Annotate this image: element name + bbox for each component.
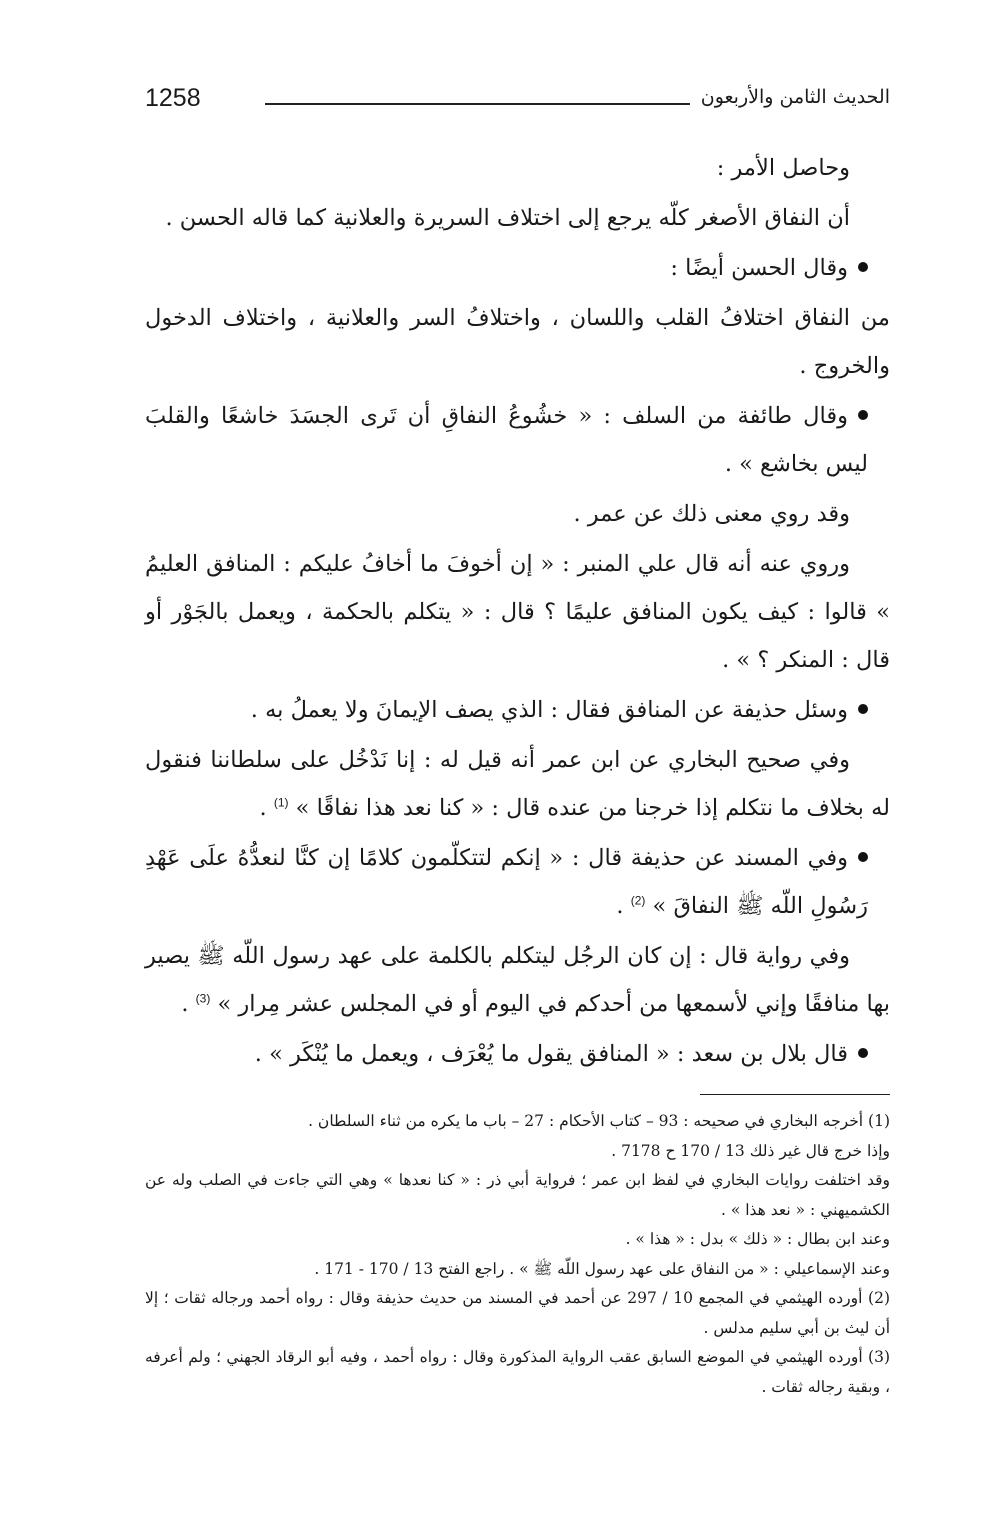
footnote-line: وعند ابن بطال : « ذلك » بدل : « هذا » .: [625, 1230, 890, 1248]
bullet-paragraph: [145, 244, 890, 292]
paragraph-tail: .: [181, 991, 196, 1017]
paragraph-text: قال بلال بن سعد : « المنافق يقول ما يُعْرَف ، ويعمل ما يُنْكَر » .: [254, 1041, 848, 1067]
paragraph-text: وفي صحيح البخاري عن ابن عمر أنه قيل له : إنا نَدْخُل على سلطاننا فنقول له بخلاف ما نتكلم إذا خرجنا من عنده قال : « كنا نعد هذا نفاقًا »: [145, 747, 890, 821]
bullet-icon: [858, 704, 868, 714]
page-header: [145, 80, 890, 126]
paragraph-text: من النفاق اختلافُ القلب واللسان ، واختلافُ السر والعلانية ، واختلاف الدخول والخروج .: [145, 305, 890, 379]
paragraph-text: وقد روي معنى ذلك عن عمر .: [573, 501, 850, 527]
paragraph-text: وفي المسند عن حذيفة قال : « إنكم لتتكلّمون كلامًا إن كنَّا لنعدُّهُ علَى عَهْدِ رَسُولِ اللّه ﷺ النفاقَ »: [145, 845, 868, 919]
main-text: [145, 144, 890, 1078]
bullet-paragraph: [145, 834, 890, 930]
footnote-separator: [700, 1094, 890, 1095]
paragraph-text: وقال الحسن أيضًا :: [670, 255, 848, 281]
footnote-line: (1) أخرجه البخاري في صحيحه : 93 – كتاب الأحكام : 27 – باب ما يكره من ثناء السلطان .: [308, 1112, 890, 1130]
footnote-reference: (2): [630, 893, 646, 908]
paragraph: [145, 736, 890, 832]
bullet-paragraph: [145, 1030, 890, 1078]
paragraph-tail: .: [259, 795, 274, 821]
paragraph-text: وروي عنه أنه قال علي المنبر : « إن أخوفَ ما أخافُ عليكم : المنافق العليمُ » قالوا : كيف يكون المنافق عليمًا ؟ قال : « يتكلم بالحكمة ، ويعمل بالجَوْر أو قال : المنكر ؟ » .: [145, 551, 890, 673]
bullet-icon: [858, 1048, 868, 1058]
paragraph: [145, 144, 890, 192]
footnote-reference: (1): [273, 795, 289, 810]
paragraph-text: وحاصل الأمر :: [716, 155, 850, 181]
bullet-icon: [858, 262, 868, 272]
paragraph-text: وسئل حذيفة عن المنافق فقال : الذي يصف الإيمانَ ولا يعملُ به .: [250, 697, 848, 723]
paragraph: [145, 540, 890, 684]
header-rule: [265, 103, 690, 105]
footnote-line: (2) أورده الهيثمي في المجمع 10 / 297 عن أحمد في المسند من حديث حذيفة وقال : رواه أحمد ورجاله ثقات ؛ إلا أن ليث بن أبي سليم مدلس .: [145, 1289, 891, 1337]
running-title: الحديث الثامن والأربعون: [700, 86, 890, 108]
footnote-line: (3) أورده الهيثمي في الموضع السابق عقب الرواية المذكورة وقال : رواه أحمد ، وفيه أبو الرقاد الجهني ؛ ولم أعرفه ، وبقية رجاله ثقات .: [145, 1348, 890, 1396]
bullet-paragraph: [145, 686, 890, 734]
paragraph: [145, 490, 890, 538]
book-page: [145, 80, 890, 1402]
bullet-icon: [858, 852, 868, 862]
bullet-paragraph: [145, 392, 890, 488]
footnote-reference: (3): [195, 991, 211, 1006]
footnote-line: وعند الإسماعيلي : « من النفاق على عهد رسول اللّه ﷺ » . راجع الفتح 13 / 170 - 171 .: [314, 1259, 890, 1278]
paragraph-text: وفي رواية قال : إن كان الرجُل ليتكلم بالكلمة على عهد رسول اللّه ﷺ يصير بها منافقًا وإني لأسمعها من أحدكم في اليوم أو في المجلس عشر مِرار »: [145, 943, 890, 1017]
footnote-line: وقد اختلفت روايات البخاري في لفظ ابن عمر ؛ فرواية أبي ذر : « كنا نعدها » وهي التي جاءت في الصلب وله عن الكشميهني : « نعد هذا » .: [145, 1171, 890, 1219]
page-number: 1258: [145, 84, 201, 112]
paragraph-tail: .: [616, 893, 631, 919]
paragraph: [145, 194, 890, 242]
paragraph: [145, 932, 890, 1028]
footnotes: [145, 1107, 890, 1402]
paragraph-text: وقال طائفة من السلف : « خشُوعُ النفاقِ أن تَرى الجسَدَ خاشعًا والقلبَ ليس بخاشع » .: [145, 403, 868, 477]
footnote-line: وإذا خرج قال غير ذلك 13 / 170 ح 7178 .: [611, 1141, 890, 1160]
bullet-icon: [858, 410, 868, 420]
paragraph-text: أن النفاق الأصغر كلّه يرجع إلى اختلاف السريرة والعلانية كما قاله الحسن .: [165, 205, 850, 231]
paragraph: [145, 294, 890, 390]
